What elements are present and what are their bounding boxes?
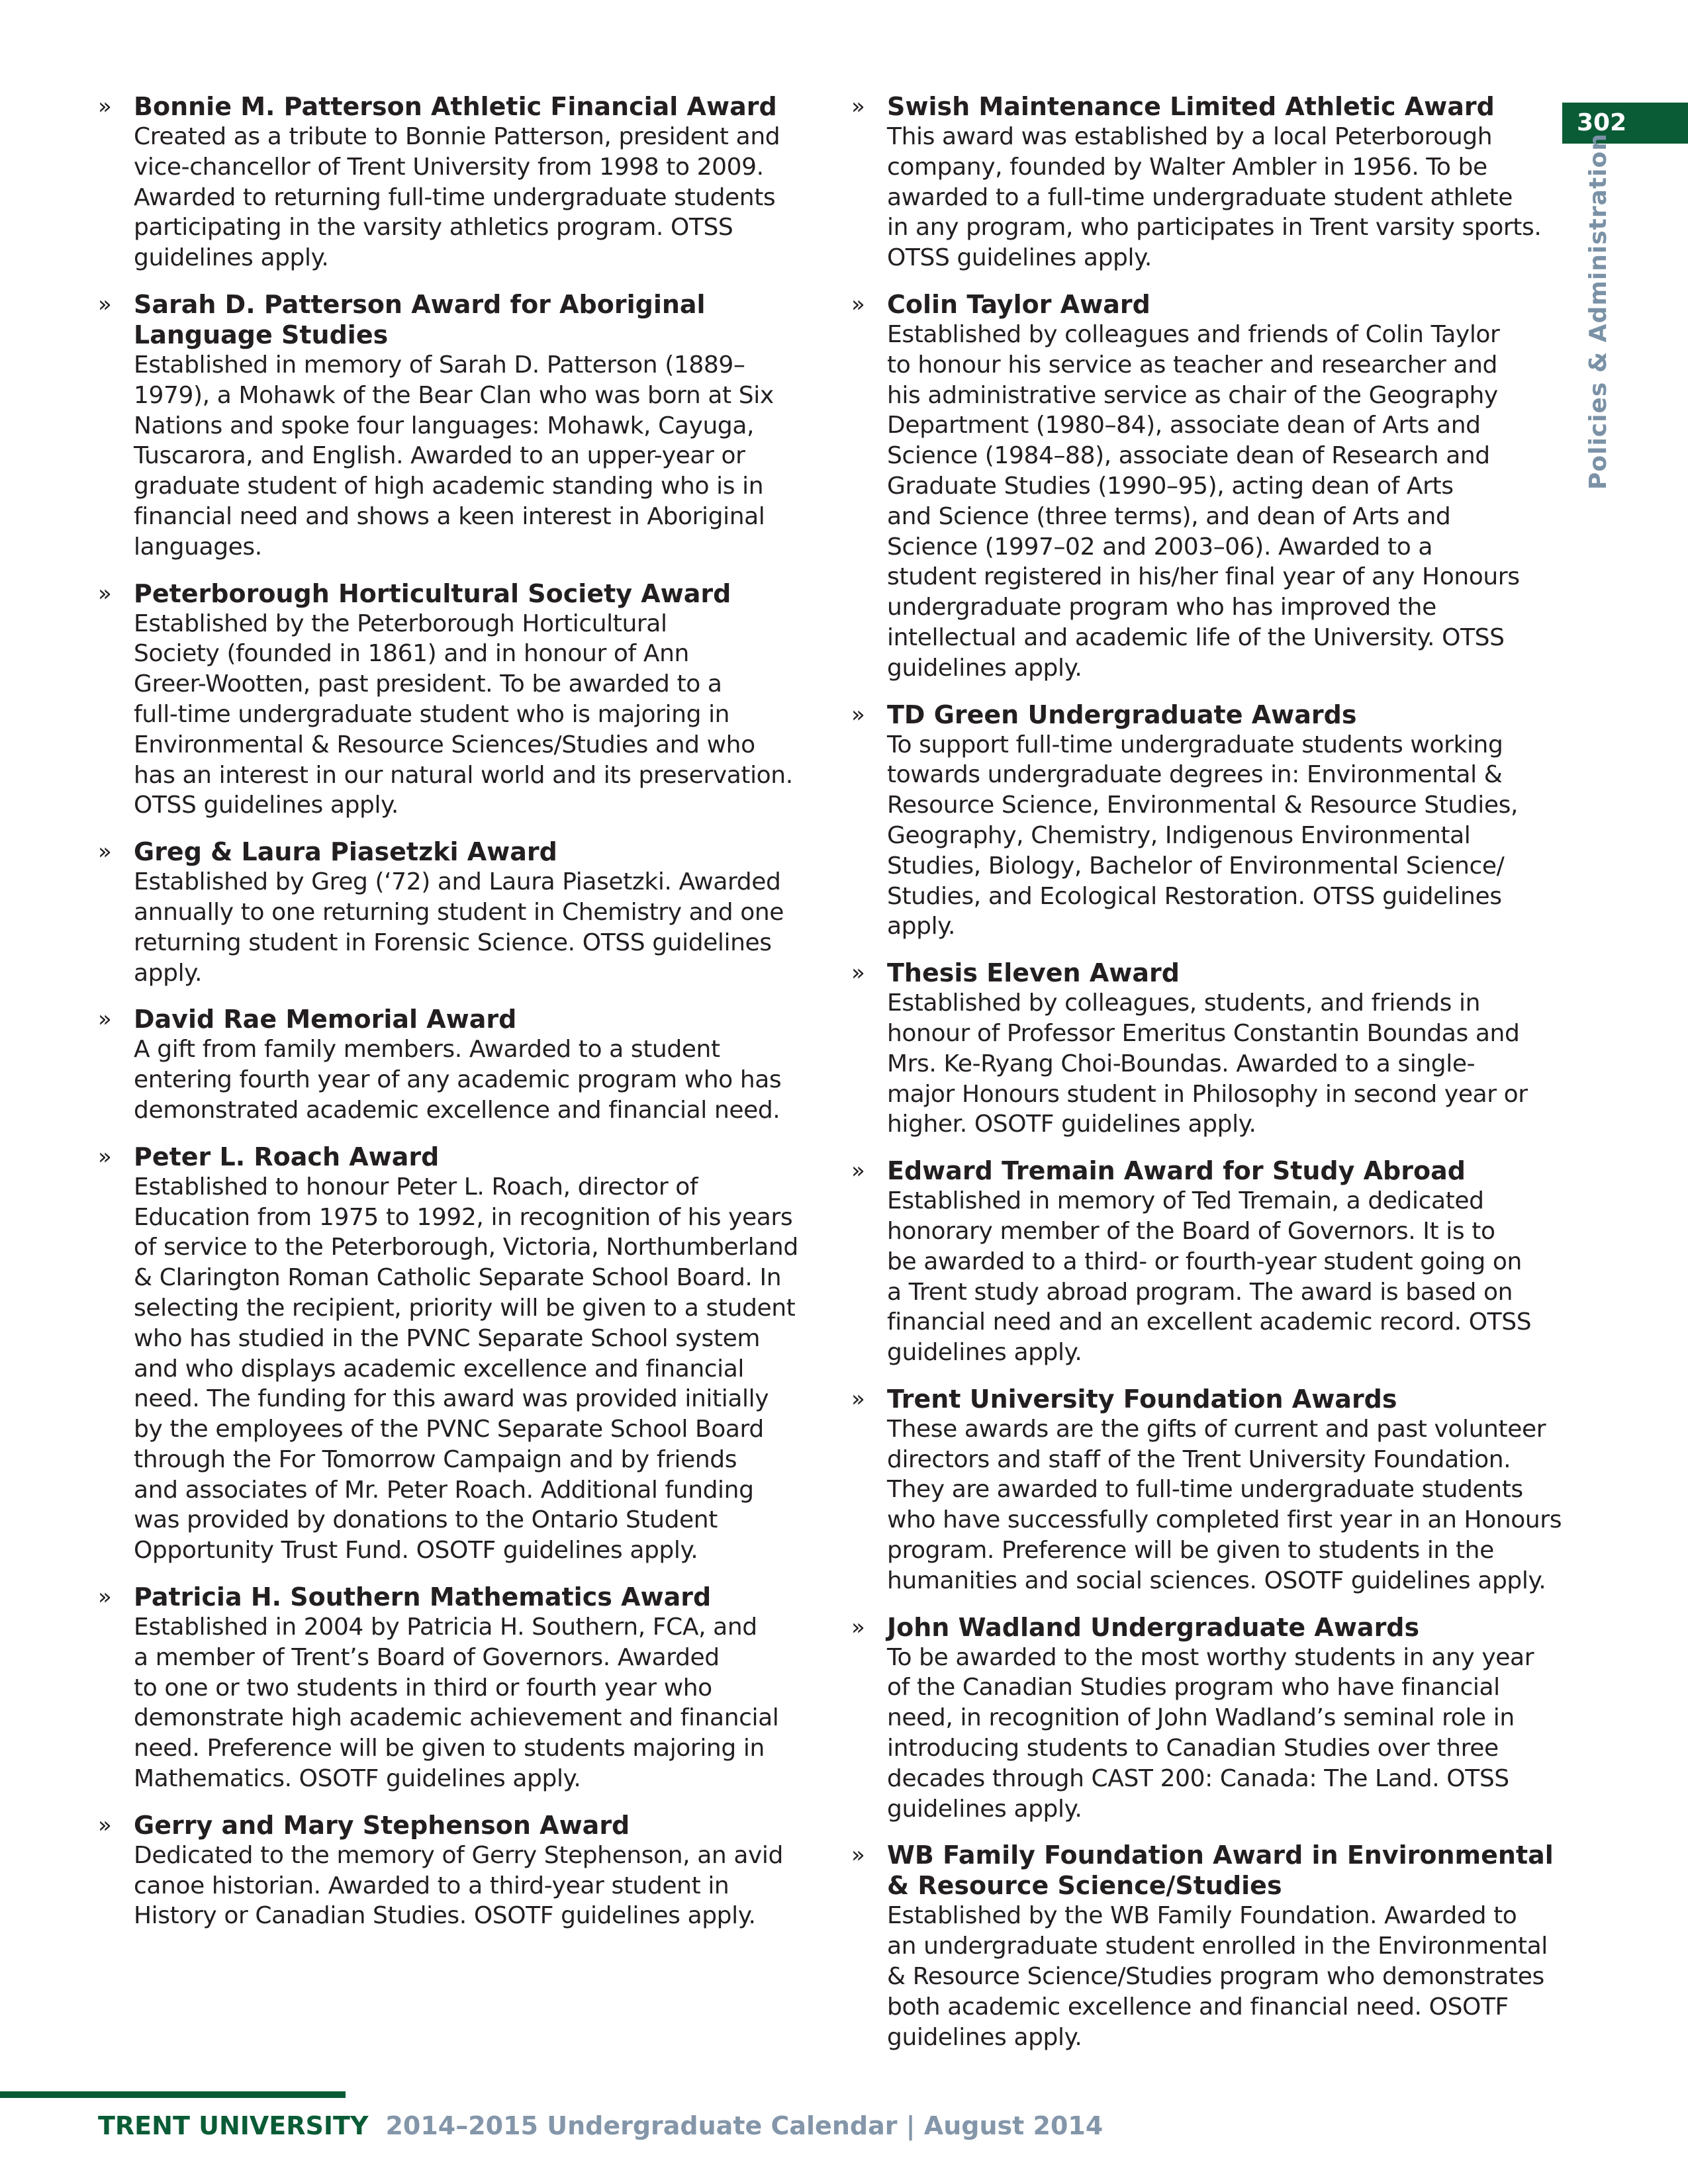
- award-entry: [93, 837, 808, 988]
- description-line: To be awarded to the most worthy students in any year: [887, 1643, 1534, 1671]
- description-line: honour of Professor Emeritus Constantin Boundas and: [887, 1019, 1520, 1047]
- description-line: History or Canadian Studies. OSOTF guidelines apply.: [134, 1902, 756, 1930]
- description-line: Mathematics. OSOTF guidelines apply.: [134, 1765, 581, 1793]
- award-description: [134, 1034, 808, 1125]
- award-title: Peterborough Horticultural Society Award: [134, 578, 731, 608]
- award-description: [134, 350, 808, 563]
- description-line: to honour his service as teacher and researcher and: [887, 351, 1497, 379]
- description-line: his administrative service as chair of the Geography: [887, 381, 1498, 409]
- footer-org-name: TRENT UNIVERSITY: [98, 2111, 369, 2140]
- award-title: Peter L. Roach Award: [134, 1142, 440, 1171]
- description-line: Education from 1975 to 1992, in recognition of his years: [134, 1203, 793, 1231]
- award-entry: [93, 289, 808, 563]
- bullet-marker: »: [851, 1842, 865, 1869]
- bullet-marker: »: [98, 1006, 112, 1033]
- description-line: & Resource Science/Studies program who demonstrates: [887, 1963, 1544, 1991]
- award-description: [887, 730, 1568, 942]
- award-description: [887, 1901, 1568, 2052]
- description-line: Department (1980–84), associate dean of Arts and: [887, 412, 1481, 439]
- description-line: financial need and an excellent academic record. OTSS: [887, 1308, 1532, 1336]
- award-title: Thesis Eleven Award: [887, 958, 1180, 988]
- award-description: [887, 122, 1568, 273]
- description-line: Established by the Peterborough Horticultural: [134, 610, 667, 637]
- description-line: to one or two students in third or fourth year who: [134, 1674, 712, 1702]
- award-title: TD Green Undergraduate Awards: [887, 700, 1357, 729]
- description-line: vice-chancellor of Trent University from 1998 to 2009.: [134, 153, 764, 181]
- description-line: Established in memory of Sarah D. Patterson (1889–: [134, 351, 745, 379]
- description-line: Established in 2004 by Patricia H. Southern, FCA, and: [134, 1614, 757, 1641]
- description-line: has an interest in our natural world and its preservation.: [134, 761, 793, 789]
- right-column: [846, 91, 1568, 2068]
- description-line: demonstrated academic excellence and financial need.: [134, 1096, 780, 1124]
- description-line: Science (1997–02 and 2003–06). Awarded to a: [887, 533, 1433, 561]
- award-title: Colin Taylor Award: [887, 289, 1150, 319]
- section-label: Policies & Administration: [1585, 133, 1612, 490]
- award-entry: [846, 289, 1568, 684]
- award-title: John Wadland Undergraduate Awards: [887, 1612, 1420, 1642]
- description-line: Established by colleagues, students, and friends in: [887, 989, 1480, 1017]
- bullet-marker: »: [851, 960, 865, 987]
- description-line: demonstrate high academic achievement and financial: [134, 1704, 779, 1732]
- award-description: [887, 320, 1568, 684]
- description-line: a Trent study abroad program. The award is based on: [887, 1278, 1513, 1306]
- award-title: Swish Maintenance Limited Athletic Award: [887, 92, 1495, 121]
- award-title: Trent University Foundation Awards: [887, 1384, 1397, 1414]
- award-entry: [846, 1156, 1568, 1368]
- award-title: Edward Tremain Award for Study Abroad: [887, 1156, 1466, 1186]
- description-line: Established by Greg (‘72) and Laura Piasetzki. Awarded: [134, 868, 781, 896]
- bullet-marker: »: [98, 580, 112, 607]
- award-entry: [846, 1612, 1568, 1825]
- description-line: undergraduate program who has improved the: [887, 594, 1436, 621]
- award-description: [887, 1414, 1568, 1596]
- description-line: annually to one returning student in Chemistry and one: [134, 898, 784, 926]
- award-title: Greg & Laura Piasetzki Award: [134, 837, 557, 867]
- award-title: Patricia H. Southern Mathematics Award: [134, 1582, 712, 1612]
- award-description: [134, 122, 808, 273]
- description-line: awarded to a full-time undergraduate student athlete: [887, 183, 1513, 211]
- description-line: guidelines apply.: [887, 2023, 1082, 2051]
- bullet-marker: »: [98, 93, 112, 120]
- description-line: & Clarington Roman Catholic Separate School Board. In: [134, 1264, 782, 1292]
- description-line: Nations and spoke four languages: Mohawk, Cayuga,: [134, 412, 755, 439]
- description-line: returning student in Forensic Science. OTSS guidelines: [134, 929, 772, 956]
- description-line: in any program, who participates in Trent varsity sports.: [887, 214, 1542, 242]
- description-line: participating in the varsity athletics program. OTSS: [134, 214, 733, 242]
- award-description: [134, 1841, 808, 1931]
- bullet-marker: »: [851, 1158, 865, 1185]
- footer-rule: [0, 2091, 346, 2098]
- award-description: [134, 1612, 808, 1794]
- description-line: guidelines apply.: [887, 1795, 1082, 1823]
- description-line: need, in recognition of John Wadland’s seminal role in: [887, 1704, 1515, 1732]
- description-line: guidelines apply.: [887, 1339, 1082, 1367]
- description-line: selecting the recipient, priority will be given to a student: [134, 1294, 796, 1322]
- bullet-marker: »: [851, 1385, 865, 1412]
- description-line: Created as a tribute to Bonnie Patterson, president and: [134, 123, 780, 150]
- description-line: towards undergraduate degrees in: Environmental &: [887, 761, 1503, 789]
- page-number-badge: 302: [1562, 103, 1688, 144]
- award-entry: [93, 91, 808, 273]
- description-line: Environmental & Resource Sciences/Studies and who: [134, 731, 755, 758]
- description-line: Greer-Wootten, past president. To be awarded to a: [134, 670, 722, 698]
- description-line: of the Canadian Studies program who have financial: [887, 1674, 1500, 1702]
- bullet-marker: »: [851, 291, 865, 318]
- description-line: humanities and social sciences. OSOTF guidelines apply.: [887, 1567, 1546, 1594]
- description-line: a member of Trent’s Board of Governors. Awarded: [134, 1643, 720, 1671]
- description-line: Dedicated to the memory of Gerry Stephenson, an avid: [134, 1841, 783, 1869]
- award-entry: [93, 1582, 808, 1794]
- description-line: Opportunity Trust Fund. OSOTF guidelines apply.: [134, 1537, 698, 1565]
- award-entry: [846, 1840, 1568, 2052]
- description-line: To support full-time undergraduate students working: [887, 731, 1503, 758]
- description-line: honorary member of the Board of Governors. It is to: [887, 1217, 1495, 1245]
- bullet-marker: »: [98, 1143, 112, 1170]
- award-description: [887, 1643, 1568, 1825]
- description-line: through the For Tomorrow Campaign and by friends: [134, 1445, 737, 1473]
- description-line: company, founded by Walter Ambler in 1956. To be: [887, 153, 1487, 181]
- bullet-marker: »: [98, 291, 112, 318]
- description-line: OTSS guidelines apply.: [887, 244, 1152, 272]
- description-line: was provided by donations to the Ontario Student: [134, 1506, 718, 1534]
- description-line: Studies, Biology, Bachelor of Environmental Science/: [887, 852, 1505, 880]
- description-line: apply.: [887, 913, 955, 940]
- description-line: Established to honour Peter L. Roach, director of: [134, 1173, 698, 1201]
- award-entry: [846, 91, 1568, 273]
- description-line: and associates of Mr. Peter Roach. Additional funding: [134, 1476, 754, 1504]
- award-entry: [93, 1004, 808, 1125]
- description-line: program. Preference will be given to students in the: [887, 1537, 1494, 1565]
- description-line: and Science (three terms), and dean of Arts and: [887, 502, 1451, 530]
- description-line: OTSS guidelines apply.: [134, 792, 399, 819]
- description-line: who has studied in the PVNC Separate School system: [134, 1324, 761, 1352]
- description-line: Resource Science, Environmental & Resource Studies,: [887, 792, 1518, 819]
- description-line: need. The funding for this award was provided initially: [134, 1385, 769, 1413]
- description-line: Studies, and Ecological Restoration. OTSS guidelines: [887, 882, 1502, 910]
- description-line: Awarded to returning full-time undergraduate students: [134, 183, 776, 211]
- description-line: need. Preference will be given to students majoring in: [134, 1735, 765, 1762]
- description-line: Science (1984–88), associate dean of Research and: [887, 442, 1490, 470]
- description-line: Graduate Studies (1990–95), acting dean of Arts: [887, 472, 1454, 500]
- award-entry: [846, 1384, 1568, 1596]
- description-line: Mrs. Ke-Ryang Choi-Boundas. Awarded to a single-: [887, 1050, 1476, 1077]
- award-description: [134, 609, 808, 821]
- description-line: be awarded to a third- or fourth-year student going on: [887, 1248, 1522, 1275]
- bullet-marker: »: [98, 1811, 112, 1839]
- bullet-marker: »: [851, 1614, 865, 1641]
- description-line: guidelines apply.: [134, 244, 329, 272]
- description-line: Geography, Chemistry, Indigenous Environmental: [887, 821, 1471, 849]
- description-line: financial need and shows a keen interest in Aboriginal: [134, 502, 765, 530]
- description-line: languages.: [134, 533, 262, 561]
- award-description: [134, 1172, 808, 1566]
- description-line: intellectual and academic life of the University. OTSS: [887, 623, 1505, 651]
- award-title: Bonnie M. Patterson Athletic Financial Award: [134, 92, 777, 121]
- description-line: directors and staff of the Trent University Foundation.: [887, 1445, 1511, 1473]
- description-line: Tuscarora, and English. Awarded to an upper-year or: [134, 442, 745, 470]
- description-line: of service to the Peterborough, Victoria, Northumberland: [134, 1234, 798, 1261]
- description-line: major Honours student in Philosophy in second year or: [887, 1080, 1528, 1108]
- footer-calendar-label: 2014–2015 Undergraduate Calendar | August 2014: [385, 2111, 1103, 2140]
- description-line: This award was established by a local Peterborough: [887, 123, 1493, 150]
- bullet-marker: »: [98, 839, 112, 866]
- left-column: [93, 91, 808, 1947]
- award-title: Sarah D. Patterson Award for Aboriginal Language Studies: [134, 289, 706, 349]
- description-line: by the employees of the PVNC Separate School Board: [134, 1416, 764, 1443]
- description-line: Established in memory of Ted Tremain, a dedicated: [887, 1187, 1484, 1215]
- description-line: apply.: [134, 959, 202, 987]
- description-line: Society (founded in 1861) and in honour of Ann: [134, 640, 689, 668]
- description-line: who have successfully completed first year in an Honours: [887, 1506, 1562, 1534]
- bullet-marker: »: [98, 1584, 112, 1611]
- description-line: graduate student of high academic standing who is in: [134, 473, 764, 500]
- description-line: higher. OSOTF guidelines apply.: [887, 1111, 1256, 1138]
- award-title: WB Family Foundation Award in Environmental & Resource Science/Studies: [887, 1841, 1554, 1901]
- description-line: canoe historian. Awarded to a third-year student in: [134, 1872, 729, 1899]
- description-line: student registered in his/her final year of any Honours: [887, 563, 1520, 591]
- description-line: full-time undergraduate student who is majoring in: [134, 700, 730, 728]
- page-footer: [98, 2109, 1103, 2142]
- award-description: [887, 988, 1568, 1140]
- description-line: and who displays academic excellence and financial: [134, 1355, 745, 1383]
- award-title: David Rae Memorial Award: [134, 1005, 517, 1034]
- award-description: [134, 867, 808, 988]
- bullet-marker: »: [851, 93, 865, 120]
- description-line: They are awarded to full-time undergraduate students: [887, 1476, 1523, 1504]
- description-line: introducing students to Canadian Studies over three: [887, 1735, 1499, 1762]
- bullet-marker: »: [851, 701, 865, 728]
- award-entry: [93, 1810, 808, 1931]
- award-title: Gerry and Mary Stephenson Award: [134, 1810, 630, 1840]
- description-line: both academic excellence and financial need. OSOTF: [887, 1993, 1509, 2021]
- award-entry: [93, 1142, 808, 1566]
- description-line: 1979), a Mohawk of the Bear Clan who was born at Six: [134, 381, 774, 409]
- award-entry: [93, 578, 808, 821]
- award-description: [887, 1186, 1568, 1368]
- description-line: Established by the WB Family Foundation. Awarded to: [887, 1902, 1517, 1930]
- award-entry: [846, 958, 1568, 1140]
- description-line: These awards are the gifts of current and past volunteer: [887, 1415, 1546, 1443]
- description-line: entering fourth year of any academic program who has: [134, 1066, 782, 1094]
- description-line: decades through CAST 200: Canada: The Land. OTSS: [887, 1764, 1509, 1792]
- description-line: an undergraduate student enrolled in the Environmental: [887, 1933, 1548, 1960]
- description-line: A gift from family members. Awarded to a student: [134, 1036, 720, 1064]
- award-entry: [846, 700, 1568, 942]
- description-line: guidelines apply.: [887, 654, 1082, 682]
- description-line: Established by colleagues and friends of Colin Taylor: [887, 320, 1500, 348]
